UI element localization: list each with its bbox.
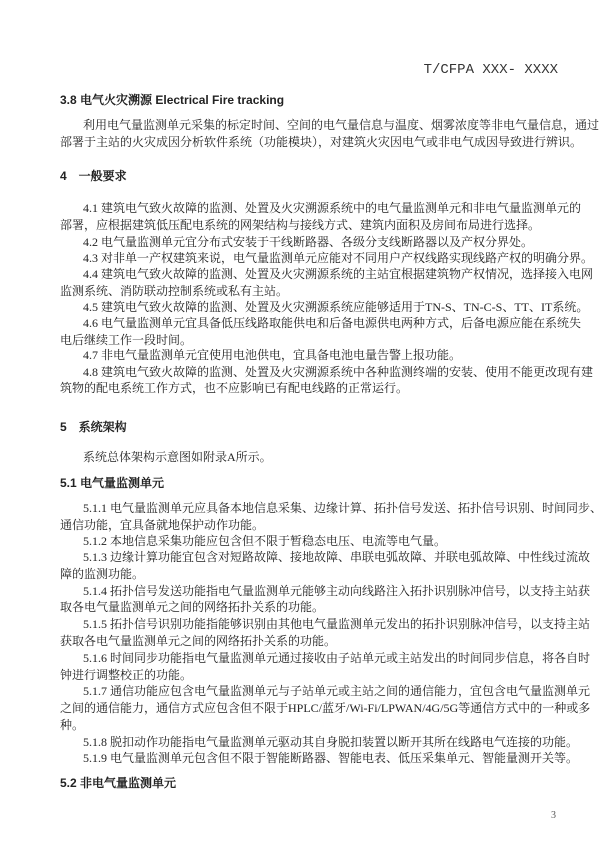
page-number: 3	[551, 810, 556, 821]
paragraph-line: 4.3 对非单一产权建筑来说，电气量监测单元应能对不同用户产权线路实现线路产权的明确分界。	[83, 251, 594, 265]
paragraph-line: 监测系统、消防联动控制系统或私有主站。	[60, 284, 289, 298]
section-5-1-heading: 5.1 电气量监测单元	[60, 476, 165, 490]
paragraph-line: 障的监测功能。	[60, 567, 145, 581]
section-5-heading: 5 系统架构	[60, 420, 127, 434]
paragraph-line: 钟进行调整校正的功能。	[60, 668, 193, 682]
paragraph-line: 4.4 建筑电气致火故障的监测、处置及火灾溯源系统的主站宜根据建筑物产权情况，选择接入电网	[83, 267, 594, 281]
paragraph-line: 4.1 建筑电气致火故障的监测、处置及火灾溯源系统中的电气量监测单元和非电气量监测单元的	[83, 201, 582, 215]
paragraph-line: 之间的通信能力，通信方式应包含但不限于HPLC/蓝牙/Wi-Fi/LPWAN/4G/5G等通信方式中的一种或多	[60, 701, 591, 715]
paragraph-line: 通信功能，宜具备就地保护动作功能。	[60, 518, 265, 532]
paragraph-line: 部署，应根据建筑低压配电系统的网架结构与接线方式、建筑内面积及房间布局进行选择。	[60, 218, 541, 232]
paragraph-line: 部署于主站的火灾成因分析软件系统（功能模块），对建筑火灾因电气或非电气成因导致进行辨识。	[60, 135, 583, 149]
document-code: T/CFPA XXX- XXXX	[423, 62, 558, 78]
paragraph-line: 5.1.7 通信功能应包含电气量监测单元与子站单元或主站之间的通信能力，宜包含电气量监测单元	[83, 684, 591, 698]
paragraph-line: 4.2 电气量监测单元宜分布式安装于干线断路器、各级分支线断路器以及产权分界处。	[83, 235, 534, 249]
section-4-heading: 4 一般要求	[60, 169, 127, 183]
paragraph-line: 4.6 电气量监测单元宜具备低压线路取能供电和后备电源供电两种方式，后备电源应能在系统失	[83, 316, 582, 330]
paragraph-line: 4.7 非电气量监测单元宜使用电池供电，宜具备电池电量告警上报功能。	[83, 348, 462, 362]
section-5-2-heading: 5.2 非电气量监测单元	[60, 776, 177, 790]
paragraph-line: 取各电气量监测单元之间的网络拓扑关系的功能。	[60, 600, 325, 614]
section-3-8-heading: 3.8 电气火灾溯源 Electrical Fire tracking	[60, 93, 285, 107]
paragraph-line: 系统总体架构示意图如附录A所示。	[83, 450, 272, 464]
paragraph-line: 5.1.8 脱扣动作功能指电气量监测单元驱动其自身脱扣装置以断开其所在线路电气连接的功能。	[83, 735, 579, 749]
paragraph-line: 利用电气量监测单元采集的标定时间、空间的电气量信息与温度、烟雾浓度等非电气量信息，通过	[83, 118, 600, 132]
paragraph-line: 5.1.6 时间同步功能指电气量监测单元通过接收由子站单元或主站发出的时间同步信息，将各自时	[83, 651, 591, 665]
paragraph-line: 5.1.4 拓扑信号发送功能指电气量监测单元能够主动向线路注入拓扑识别脉冲信号，以支持主站获	[83, 584, 591, 598]
paragraph-line: 4.5 建筑电气致火故障的监测、处置及火灾溯源系统应能够适用于TN-S、TN-C-S、TT、IT系统。	[83, 300, 589, 314]
paragraph-line: 5.1.2 本地信息采集功能应包含但不限于暂稳态电压、电流等电气量。	[83, 534, 447, 548]
paragraph-line: 种。	[60, 718, 85, 732]
paragraph-line: 筑物的配电系统工作方式，也不应影响已有配电线路的正常运行。	[60, 381, 409, 395]
paragraph-line: 获取各电气量监测单元之间的网络拓扑关系的功能。	[60, 634, 337, 648]
paragraph-line: 5.1.1 电气量监测单元应具备本地信息采集、边缘计算、拓扑信号发送、拓扑信号识别、时间同步、	[83, 501, 603, 515]
paragraph-line: 5.1.5 拓扑信号识别功能指能够识别由其他电气量监测单元发出的拓扑识别脉冲信号，以支持主站	[83, 617, 591, 631]
paragraph-line: 4.8 建筑电气致火故障的监测、处置及火灾溯源系统中各种监测终端的安装、使用不能更改现有建	[83, 365, 594, 379]
paragraph-line: 5.1.9 电气量监测单元包含但不限于智能断路器、智能电表、低压采集单元、智能量测开关等。	[83, 751, 579, 765]
paragraph-line: 电后继续工作一段时间。	[60, 333, 193, 347]
paragraph-line: 5.1.3 边缘计算功能宜包含对短路故障、接地故障、串联电弧故障、并联电弧故障、中性线过流故	[83, 550, 591, 564]
